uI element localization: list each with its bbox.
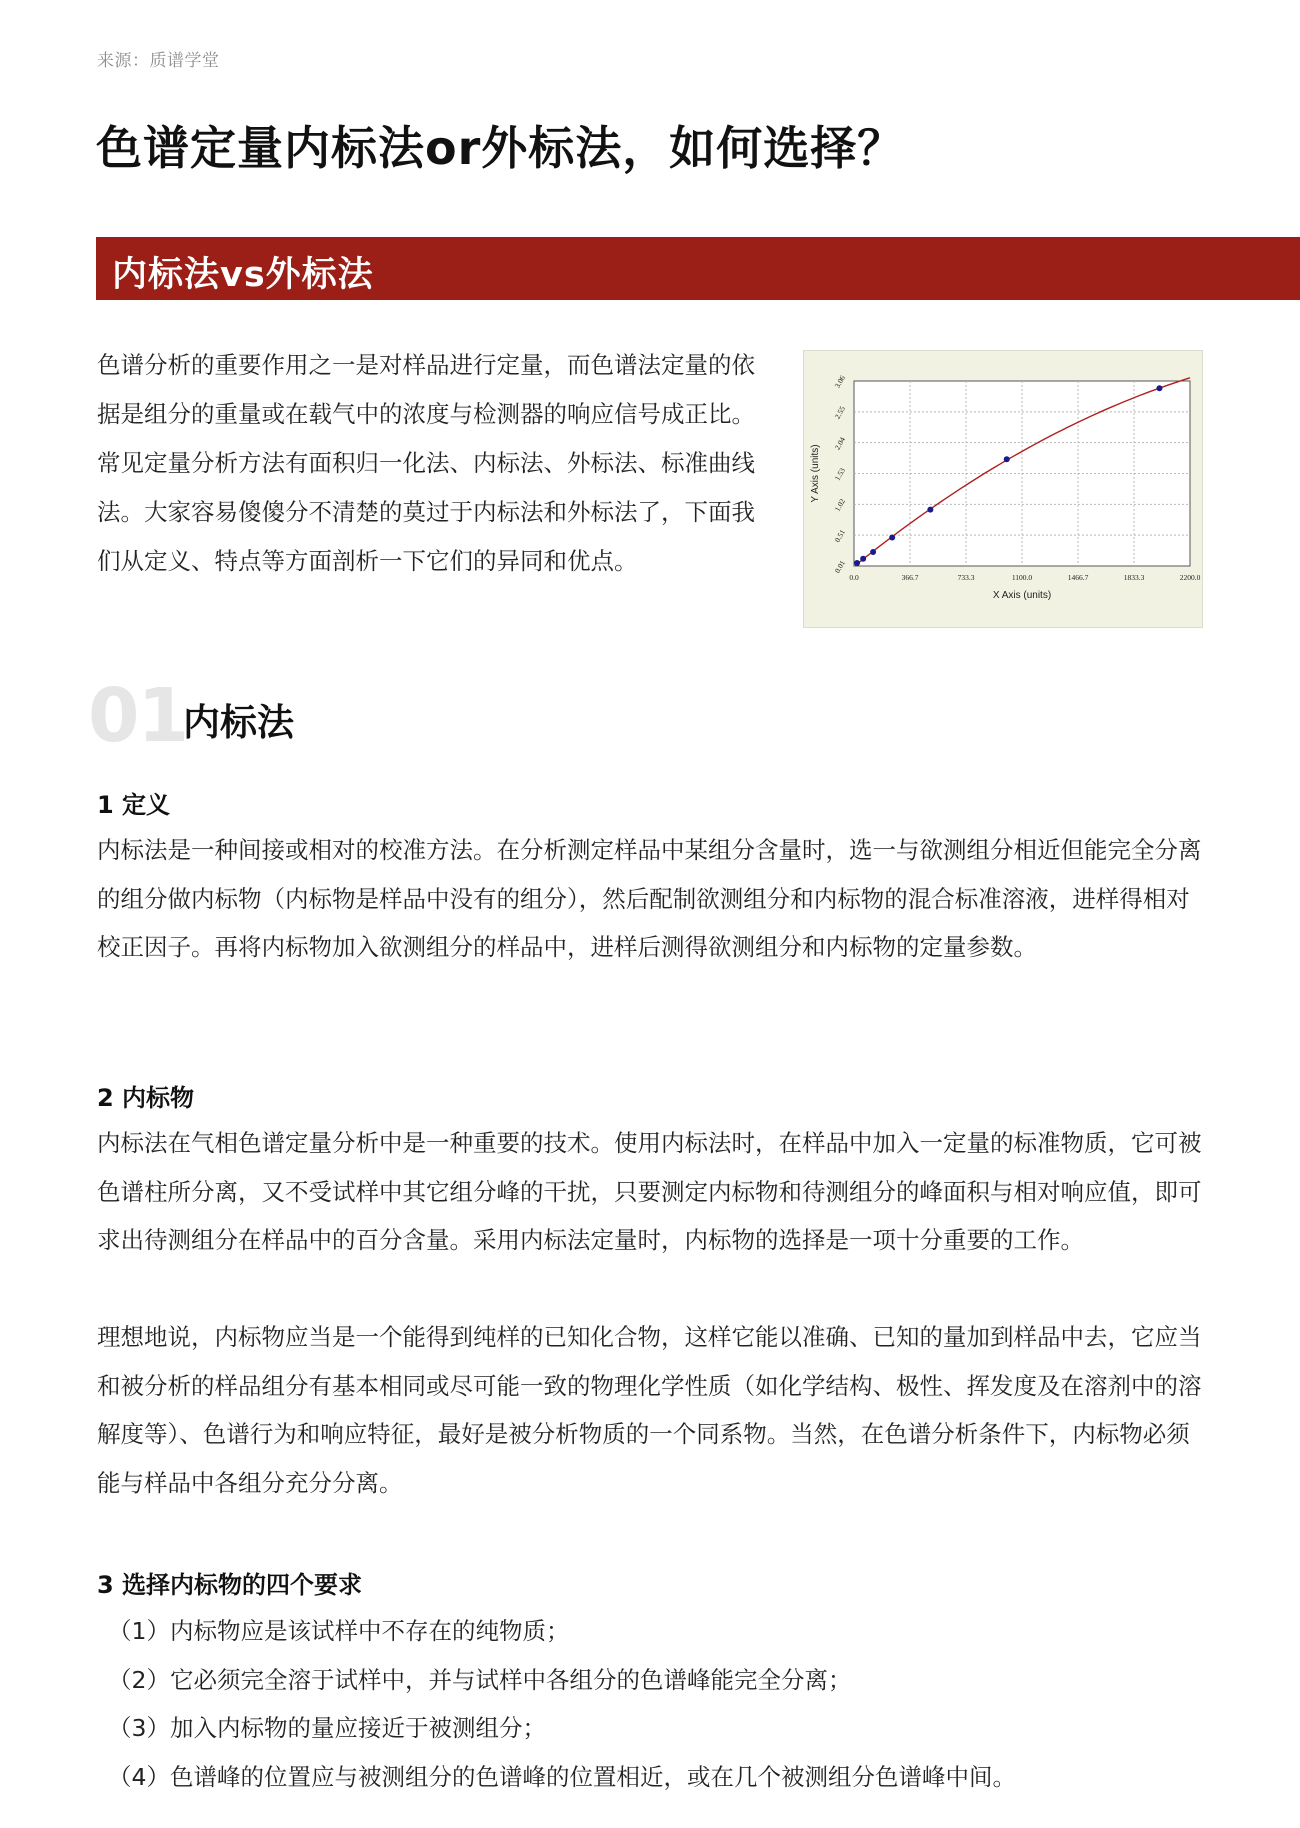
y-tick-label: 2.55 xyxy=(832,404,848,421)
y-tick-label: 1.53 xyxy=(832,466,848,483)
data-point xyxy=(854,560,860,566)
requirement-item-3: （3）加入内标物的量应接近于被测组分； xyxy=(108,1714,546,1743)
y-tick-label: 0.51 xyxy=(832,527,848,544)
page-title: 色谱定量内标法or外标法，如何选择？ xyxy=(96,121,905,175)
intro-paragraph: 色谱分析的重要作用之一是对样品进行定量，而色谱法定量的依据是组分的重量或在载气中的浓度与检测器的响应信号成正比。常见定量分析方法有面积归一化法、内标法、外标法、标准曲线法。大家容易傻傻分不清楚的莫过于内标法和外标法了，下面我们从定义、特点等方面剖析一下它们的异同和优点。 xyxy=(97,351,755,575)
data-point xyxy=(1156,385,1162,391)
requirement-item-2: （2）它必须完全溶于试样中，并与试样中各组分的色谱峰能完全分离； xyxy=(108,1665,852,1694)
data-point xyxy=(927,507,933,513)
x-tick-label: 1833.3 xyxy=(1123,573,1145,582)
definition-paragraph: 内标法是一种间接或相对的校准方法。在分析测定样品中某组分含量时，选一与欲测组分相近但能完全分离的组分做内标物（内标物是样品中没有的组分），然后配制欲测组分和内标物的混合标准溶液，进样得相对校正因子。再将内标物加入欲测组分的样品中，进样后测得欲测组分和内标物的定量参数。 xyxy=(97,836,1202,962)
data-point xyxy=(860,556,866,562)
data-point xyxy=(1004,456,1010,462)
section-banner xyxy=(96,237,1300,300)
y-tick-label: 0.01 xyxy=(832,558,848,575)
banner-title: 内标法vs外标法 xyxy=(112,255,374,295)
x-tick-label: 1100.0 xyxy=(1011,573,1033,582)
y-tick-label: 1.02 xyxy=(832,497,848,514)
requirement-item-4: （4）色谱峰的位置应与被测组分的色谱峰的位置相近，或在几个被测组分色谱峰中间。 xyxy=(108,1762,1016,1791)
x-tick-label: 733.3 xyxy=(957,573,975,582)
section-number: 01 xyxy=(88,673,187,759)
x-tick-label: 1466.7 xyxy=(1067,573,1089,582)
internal-standard-paragraph-1: 内标法在气相色谱定量分析中是一种重要的技术。使用内标法时，在样品中加入一定量的标准物质，它可被色谱柱所分离，又不受试样中其它组分峰的干扰，只要测定内标物和待测组分的峰面积与相对响应值，即可求出待测组分在样品中的百分含量。采用内标法定量时，内标物的选择是一项十分重要的工作。 xyxy=(97,1129,1202,1255)
data-point xyxy=(889,534,895,540)
requirement-item-1: （1）内标物应是该试样中不存在的纯物质； xyxy=(108,1617,570,1645)
y-tick-label: 2.04 xyxy=(832,435,848,452)
internal-standard-paragraph-2: 理想地说，内标物应当是一个能得到纯样的已知化合物，这样它能以准确、已知的量加到样品中去，它应当和被分析的样品组分有基本相同或尽可能一致的物理化学性质（如化学结构、极性、挥发度及在溶剂中的溶解度等）、色谱行为和响应特征，最好是被分析物质的一个同系物。当然，在色谱分析条件下，内标物必须能与样品中各组分充分分离。 xyxy=(97,1323,1202,1497)
data-point xyxy=(870,549,876,555)
x-tick-label: 0.0 xyxy=(849,573,859,582)
section-title: 内标法 xyxy=(183,701,294,744)
x-axis-label: X Axis (units) xyxy=(992,590,1052,601)
y-tick-label: 3.06 xyxy=(832,373,848,390)
x-tick-label: 2200.0 xyxy=(1179,573,1201,582)
requirements-heading: 3 选择内标物的四个要求 xyxy=(97,1571,363,1599)
source-label: 来源：质谱学堂 xyxy=(97,51,220,71)
internal-standard-heading: 2 内标物 xyxy=(97,1084,195,1112)
calibration-chart xyxy=(803,350,1203,628)
x-tick-label: 366.7 xyxy=(901,573,919,582)
definition-heading: 1 定义 xyxy=(97,791,171,819)
calibration-chart-svg xyxy=(804,351,1204,629)
y-axis-label: Y Axis (units) xyxy=(810,444,821,503)
requirements-list xyxy=(108,1607,1198,1801)
